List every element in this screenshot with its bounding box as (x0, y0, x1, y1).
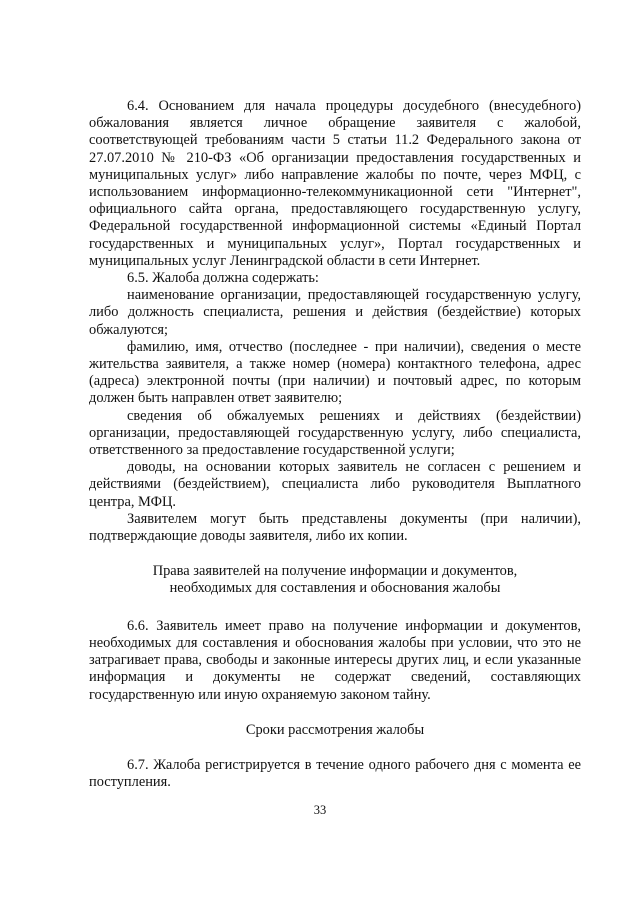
document-body (89, 98, 581, 791)
section-heading-line-1: Права заявителей на получение информации и документов, (152, 563, 518, 580)
paragraph-6-7: 6.7. Жалоба регистрируется в течение одного рабочего дня с момента ее поступления. (89, 756, 581, 791)
list-item-arguments: доводы, на основании которых заявитель не согласен с решением и действиями (бездействием), специалиста либо руководителя Выплатного центра, МФЦ. (89, 459, 581, 510)
section-heading-line-2: необходимых для составления и обоснования жалобы (169, 580, 501, 597)
list-item-appealed-decisions: сведения об обжалуемых решениях и действиях (бездействии) организации, предоставляющей государственную услугу, либо специалиста, ответственного за предоставление государственной услуги; (89, 407, 581, 459)
section-heading-review-terms: Сроки рассмотрения жалобы (245, 721, 425, 738)
list-item-applicant-info: фамилию, имя, отчество (последнее - при наличии), сведения о месте жительства заявителя, а также номер (номера) контактного телефона, адрес (адреса) электронной почты (при наличии) и почтовый адрес, по которым должен быть направлен ответ заявителю; (89, 338, 581, 407)
page-number: 33 (313, 803, 327, 817)
paragraph-6-4: 6.4. Основанием для начала процедуры досудебного (внесудебного) обжалования является личное обращение заявителя с жалобой, соответствующей требованиям части 5 статьи 11.2 Федерального закона от 27.07.2010 № 210-ФЗ «Об организации предоставления государственных и муниципальных услуг» либо направление жалобы по почте, через МФЦ, с использованием информационно-телекоммуникационной сети "Интернет", официального сайта органа, предоставляющего государственную услугу, Федеральной государственной информационной системы «Единый Портал государственных и муниципальных услуг», Портал государственных и муниципальных услуг Ленинградской области в сети Интернет. (89, 98, 581, 269)
paragraph-supporting-documents: Заявителем могут быть представлены документы (при наличии), подтверждающие доводы заявителя, либо их копии. (89, 510, 581, 545)
paragraph-6-6: 6.6. Заявитель имеет право на получение информации и документов, необходимых для составления и обоснования жалобы при условии, что это не затрагивает права, свободы и законные интересы других лиц, и если указанные информация и документы не содержат сведений, составляющих государственную или иную охраняемую законом тайну. (89, 617, 581, 703)
paragraph-6-5: 6.5. Жалоба должна содержать: (127, 270, 319, 287)
list-item-organization: наименование организации, предоставляющей государственную услугу, либо должность специалиста, решения и действия (бездействие) которых обжалуются; (89, 287, 581, 338)
